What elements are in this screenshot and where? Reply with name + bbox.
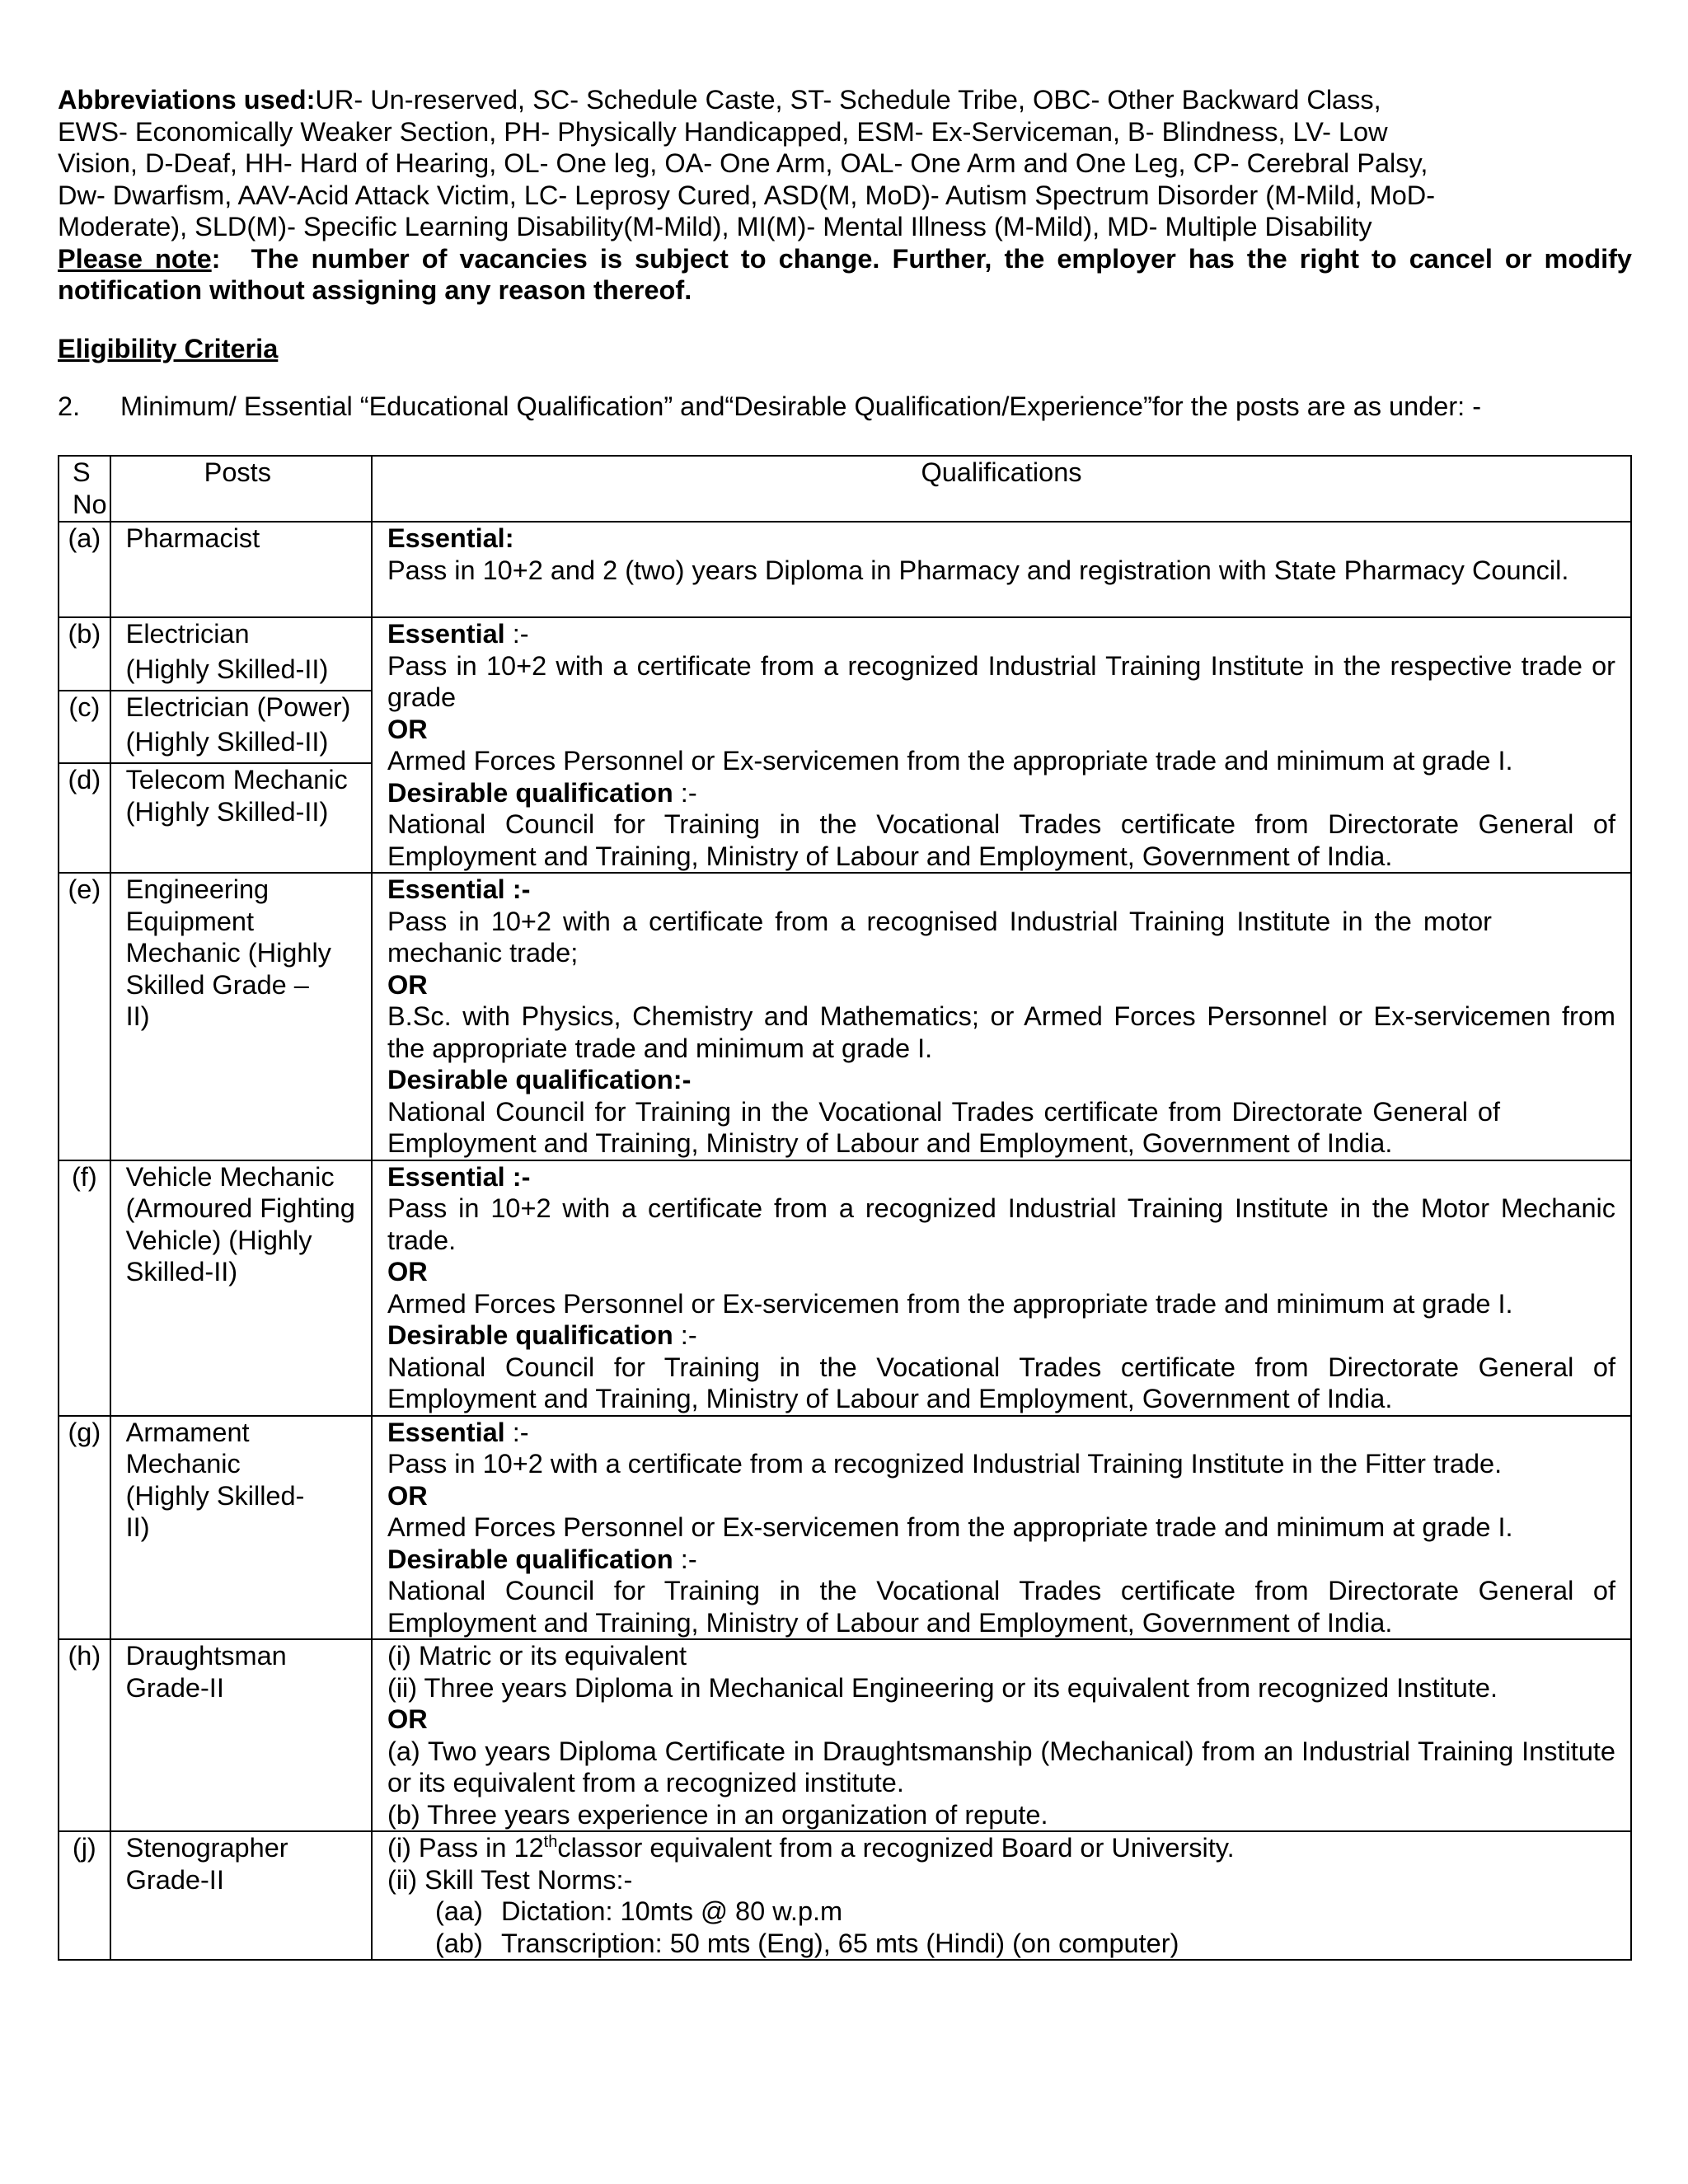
or-label: OR bbox=[387, 1480, 428, 1511]
or-label: OR bbox=[387, 714, 428, 744]
row-sno: (c) bbox=[59, 691, 110, 764]
row-post: Engineering Equipment Mechanic (Highly Skilled Grade – II) bbox=[110, 873, 372, 1160]
desirable-label: Desirable qualification bbox=[387, 1320, 673, 1350]
essential-text: Pass in 10+2 and 2 (two) years Diploma in Pharmacy and registration with State Pharmacy Council. bbox=[387, 555, 1569, 585]
desirable-suffix: :- bbox=[673, 777, 697, 808]
row-qualification bbox=[372, 522, 1631, 617]
row-qualification bbox=[372, 1416, 1631, 1640]
intro-paragraph bbox=[58, 391, 1632, 423]
row-post bbox=[110, 763, 372, 873]
table-row bbox=[59, 1416, 1631, 1640]
essential-text: Pass in 10+2 with a certificate from a recognized Industrial Training Institute in the Motor Mechanic trade. bbox=[387, 1193, 1615, 1255]
document-page bbox=[58, 84, 1633, 1958]
abbreviations-text-2: EWS- Economically Weaker Section, PH- Physically Handicapped, ESM- Ex-Serviceman, B- Blindness, LV- Low Vision, D-Deaf, HH- Hard of Hearing, OL- One leg, OA- One Arm, OAL- One Arm and One Leg, CP- Cerebral Palsy, Dw- Dwarfism, AAV-Acid Attack Victim, LC- Leprosy Cured, ASD(M, MoD)- Autism Spectrum Disorder (M-Mild, MoD- Moderate), SLD(M)- Specific Learning Disability(M-Mild), MI(M)- Mental Illness (M-Mild), MD- Multiple Disability bbox=[58, 116, 1436, 241]
post-line: (Highly Skilled-II) bbox=[125, 727, 329, 757]
desirable-label: Desirable qualification bbox=[387, 1544, 673, 1574]
essential-text: Pass in 10+2 with a certificate from a recognized Industrial Training Institute in the respective trade or grade bbox=[387, 650, 1615, 712]
post-line: Telecom Mechanic bbox=[125, 765, 348, 795]
alternative-text: Armed Forces Personnel or Ex-servicemen from the appropriate trade and minimum at grade I. bbox=[387, 1512, 1513, 1542]
please-note-label: Please note bbox=[58, 243, 212, 274]
essential-text: Pass in 10+2 with a certificate from a recognized Industrial Training Institute in the Fitter trade. bbox=[387, 1449, 1503, 1479]
row-sno: (h) bbox=[59, 1639, 110, 1831]
desirable-suffix: :- bbox=[673, 1544, 697, 1574]
table-header-row bbox=[59, 456, 1631, 522]
row-sno: (g) bbox=[59, 1416, 110, 1640]
row-post: Pharmacist bbox=[110, 522, 372, 617]
qualification-item: (b) Three years experience in an organization of repute. bbox=[387, 1799, 1048, 1830]
intro-text: Minimum/ Essential “Educational Qualification” and“Desirable Qualification/Experience”for the posts are as under: - bbox=[120, 391, 1482, 421]
qualification-item: (ii) Three years Diploma in Mechanical Engineering or its equivalent from recognized Institute. bbox=[387, 1672, 1498, 1703]
post-line: (Highly Skilled-II) bbox=[125, 654, 329, 684]
row-post: Draughtsman Grade-II bbox=[110, 1639, 372, 1831]
header-posts bbox=[110, 456, 372, 522]
row-sno: (j) bbox=[59, 1831, 110, 1960]
table-row bbox=[59, 617, 1631, 691]
abbreviations-paragraph bbox=[58, 84, 1451, 243]
row-qualification bbox=[372, 1831, 1631, 1960]
header-sno bbox=[59, 456, 110, 522]
skill-text: Dictation: 10mts @ 80 w.p.m bbox=[501, 1896, 843, 1926]
desirable-text: National Council for Training in the Vocational Trades certificate from Directorate General of Employment and Training, Ministry of Labour and Employment, Government of India. bbox=[387, 1576, 1615, 1638]
qualification-item: (i) Matric or its equivalent bbox=[387, 1641, 687, 1671]
qualification-item: (ii) Skill Test Norms:- bbox=[387, 1864, 633, 1895]
essential-suffix: :- bbox=[504, 1417, 529, 1447]
desirable-text: National Council for Training in the Vocational Trades certificate from Directorate General of Employment and Training, Ministry of Labour and Employment, Government of India. bbox=[387, 1096, 1500, 1158]
table-row bbox=[59, 1639, 1631, 1831]
header-qualifications-text: Qualifications bbox=[921, 457, 1082, 487]
row-post: Vehicle Mechanic (Armoured Fighting Vehicle) (Highly Skilled-II) bbox=[110, 1160, 372, 1416]
superscript: th bbox=[543, 1833, 558, 1852]
or-label: OR bbox=[387, 1257, 428, 1286]
please-note bbox=[58, 243, 1632, 307]
or-label: OR bbox=[387, 1704, 428, 1734]
row-post: Armament Mechanic (Highly Skilled-II) bbox=[110, 1416, 372, 1640]
post-line: Electrician (Power) bbox=[125, 691, 351, 722]
row-post bbox=[110, 691, 372, 764]
table-row bbox=[59, 1831, 1631, 1960]
alternative-text: Armed Forces Personnel or Ex-servicemen from the appropriate trade and minimum at grade I. bbox=[387, 746, 1513, 776]
table-row bbox=[59, 873, 1631, 1160]
desirable-label: Desirable qualification bbox=[387, 777, 673, 808]
table-row bbox=[59, 1160, 1631, 1416]
essential-label: Essential bbox=[387, 619, 505, 649]
post-line: (Highly Skilled-II) bbox=[125, 796, 329, 827]
essential-label: Essential :- bbox=[387, 874, 531, 904]
row-sno: (f) bbox=[59, 1160, 110, 1416]
row-post: Stenographer Grade-II bbox=[110, 1831, 372, 1960]
header-posts-text: Posts bbox=[204, 457, 271, 487]
qualifications-table bbox=[58, 455, 1632, 1961]
header-qualifications bbox=[372, 456, 1631, 522]
item-text: classor equivalent from a recognized Board or University. bbox=[557, 1833, 1235, 1863]
essential-label: Essential :- bbox=[387, 1161, 531, 1192]
please-note-colon: : bbox=[211, 243, 221, 274]
post-line: Electrician bbox=[125, 619, 250, 649]
desirable-label: Desirable qualification:- bbox=[387, 1065, 692, 1094]
row-sno: (a) bbox=[59, 522, 110, 617]
row-post bbox=[110, 617, 372, 691]
desirable-text: National Council for Training in the Vocational Trades certificate from Directorate General of Employment and Training, Ministry of Labour and Employment, Government of India. bbox=[387, 809, 1615, 871]
or-label: OR bbox=[387, 969, 428, 1000]
skill-item bbox=[387, 1896, 1615, 1928]
abbreviations-text: UR- Un-reserved, SC- Schedule Caste, ST- Schedule Tribe, OBC- Other Backward Class, bbox=[315, 85, 1381, 115]
row-sno: (b) bbox=[59, 617, 110, 691]
row-qualification bbox=[372, 1160, 1631, 1416]
row-qualification bbox=[372, 617, 1631, 873]
desirable-text: National Council for Training in the Vocational Trades certificate from Directorate General of Employment and Training, Ministry of Labour and Employment, Government of India. bbox=[387, 1352, 1615, 1413]
eligibility-heading: Eligibility Criteria bbox=[58, 333, 279, 363]
row-sno: (d) bbox=[59, 763, 110, 873]
essential-label: Essential: bbox=[387, 523, 514, 553]
skill-text: Transcription: 50 mts (Eng), 65 mts (Hindi) (on computer) bbox=[501, 1928, 1179, 1958]
alternative-text: Armed Forces Personnel or Ex-servicemen from the appropriate trade and minimum at grade I. bbox=[387, 1288, 1513, 1319]
essential-label: Essential bbox=[387, 1417, 505, 1447]
row-qualification bbox=[372, 873, 1631, 1160]
item-text: (i) Pass in 12 bbox=[387, 1833, 544, 1863]
essential-suffix: :- bbox=[504, 619, 529, 649]
intro-number: 2. bbox=[58, 391, 81, 421]
qualification-item: (a) Two years Diploma Certificate in Draughtsmanship (Mechanical) from an Industrial Training Institute or its equivalent from a recognized institute. bbox=[387, 1736, 1615, 1797]
please-note-text: The number of vacancies is subject to change. Further, the employer has the right to cancel or modify notification without assigning any reason thereof. bbox=[58, 243, 1633, 305]
skill-label: (aa) bbox=[435, 1896, 483, 1926]
desirable-suffix: :- bbox=[673, 1320, 697, 1350]
row-sno: (e) bbox=[59, 873, 110, 1160]
header-sno-text: S No bbox=[73, 457, 107, 519]
table-row bbox=[59, 522, 1631, 617]
skill-label: (ab) bbox=[435, 1928, 483, 1958]
row-qualification bbox=[372, 1639, 1631, 1831]
essential-text: Pass in 10+2 with a certificate from a recognised Industrial Training Institute in the motor mechanic trade; bbox=[387, 906, 1492, 968]
abbreviations-label: Abbreviations used: bbox=[58, 85, 316, 115]
skill-item bbox=[387, 1928, 1615, 1960]
qualification-item bbox=[387, 1832, 1615, 1864]
alternative-text: B.Sc. with Physics, Chemistry and Mathematics; or Armed Forces Personnel or Ex-servicemen from the appropriate trade and minimum at grade I. bbox=[387, 1001, 1615, 1063]
